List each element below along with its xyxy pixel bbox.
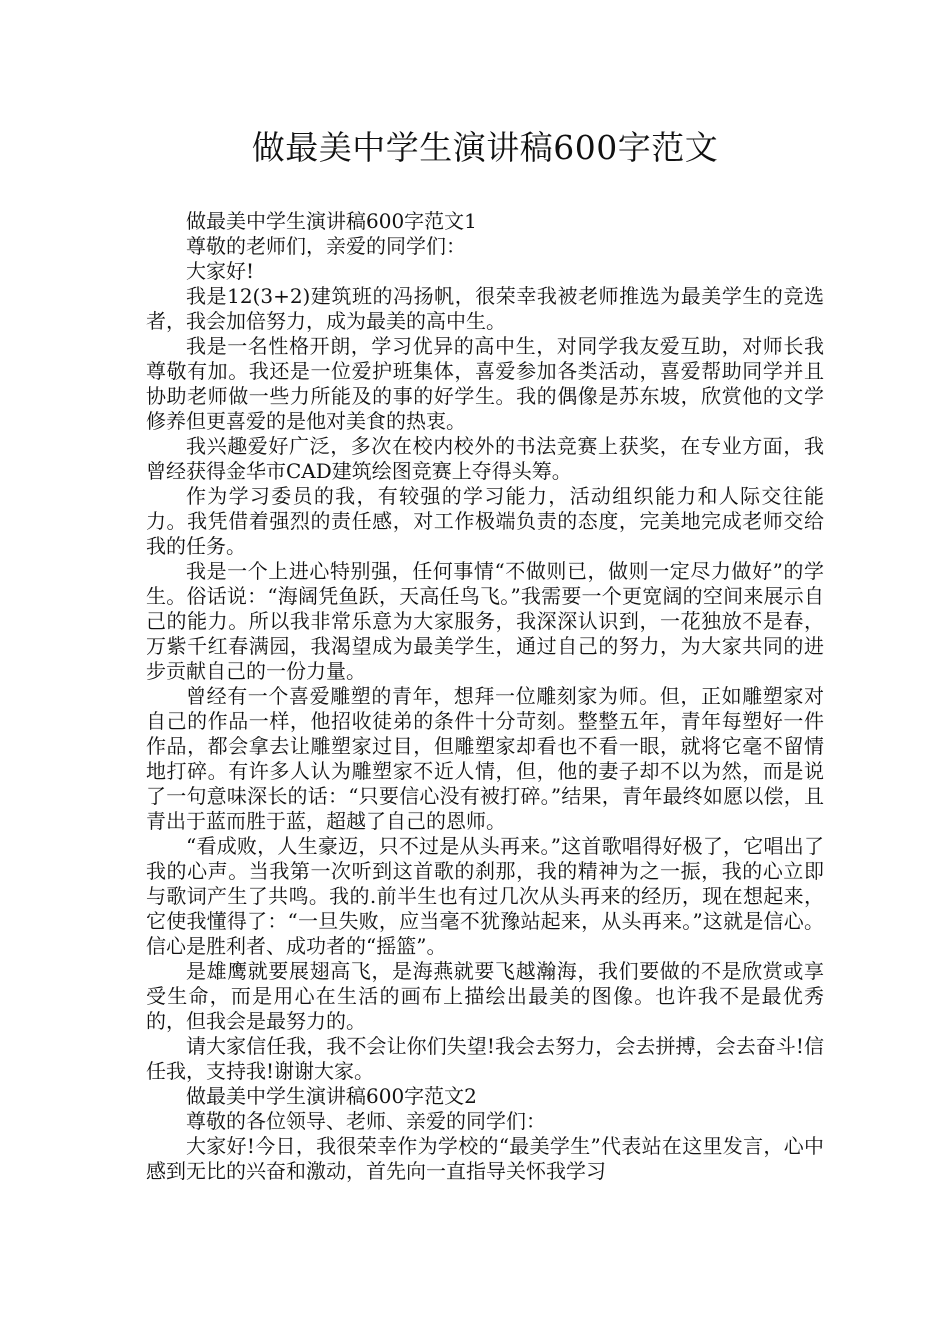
paragraph-salutation: 尊敬的老师们，亲爱的同学们：: [186, 234, 466, 258]
document-title: 做最美中学生演讲稿600字范文: [251, 128, 719, 167]
paragraph: 作为学习委员的我，有较强的学习能力，活动组织能力和人际交往能力。我凭借着强烈的责任感，对工作极端负责的态度，完美地完成老师交给我的任务。: [146, 484, 824, 558]
paragraph-greeting: 大家好!: [186, 259, 255, 283]
paragraph: 我兴趣爱好广泛，多次在校内校外的书法竞赛上获奖，在专业方面，我曾经获得金华市CAD建筑绘图竞赛上夺得头筹。: [146, 434, 824, 483]
paragraph: “看成败，人生豪迈，只不过是从头再来。”这首歌唱得好极了，它唱出了我的心声。当我第一次听到这首歌的刹那，我的精神为之一振，我的心立即与歌词产生了共鸣。我的.前半生也有过几次从头再来的经历，现在想起来，它使我懂得了：“一旦失败，应当毫不犹豫站起来，从头再来。”这就是信心。信心是胜利者、成功者的“摇篮”。: [146, 834, 824, 958]
paragraph: 我是一名性格开朗，学习优异的高中生，对同学我友爱互助，对师长我尊敬有加。我还是一位爱护班集体，喜爱参加各类活动，喜爱帮助同学并且协助老师做一些力所能及的事的好学生。我的偶像是苏东坡，欣赏他的文学修养但更喜爱的是他对美食的热衷。: [146, 334, 824, 433]
paragraph-section-heading: 做最美中学生演讲稿600字范文1: [186, 209, 477, 233]
paragraph: 我是一个上进心特别强，任何事情“不做则已，做则一定尽力做好”的学生。俗话说：“海阔凭鱼跃，天高任鸟飞。”我需要一个更宽阔的空间来展示自己的能力。所以我非常乐意为大家服务，我深深认识到，一花独放不是春，万紫千红春满园，我渴望成为最美学生，通过自己的努力，为大家共同的进步贡献自己的一份力量。: [146, 559, 824, 683]
paragraph-section-heading: 做最美中学生演讲稿600字范文2: [186, 1084, 477, 1108]
paragraph: 曾经有一个喜爱雕塑的青年，想拜一位雕刻家为师。但，正如雕塑家对自己的作品一样，他招收徒弟的条件十分苛刻。整整五年，青年每塑好一件作品，都会拿去让雕塑家过目，但雕塑家却看也不看一眼，就将它毫不留情地打碎。有许多人认为雕塑家不近人情，但，他的妻子却不以为然，而是说了一句意味深长的话：“只要信心没有被打碎。”结果，青年最终如愿以偿，且青出于蓝而胜于蓝，超越了自己的恩师。: [146, 684, 824, 833]
paragraph: 大家好!今日，我很荣幸作为学校的“最美学生”代表站在这里发言，心中感到无比的兴奋和激动，首先向一直指导关怀我学习: [146, 1134, 824, 1183]
paragraph: 是雄鹰就要展翅高飞，是海燕就要飞越瀚海，我们要做的不是欣赏或享受生命，而是用心在生活的画布上描绘出最美的图像。也许我不是最优秀的，但我会是最努力的。: [146, 959, 824, 1033]
paragraph: 请大家信任我，我不会让你们失望!我会去努力，会去拼搏，会去奋斗!信任我，支持我!谢谢大家。: [146, 1034, 824, 1083]
paragraph-salutation: 尊敬的各位领导、老师、亲爱的同学们：: [186, 1109, 546, 1133]
document-body: [146, 209, 824, 1184]
paragraph: 我是12(3+2)建筑班的冯扬帆，很荣幸我被老师推选为最美学生的竞选者，我会加倍努力，成为最美的高中生。: [146, 284, 824, 333]
